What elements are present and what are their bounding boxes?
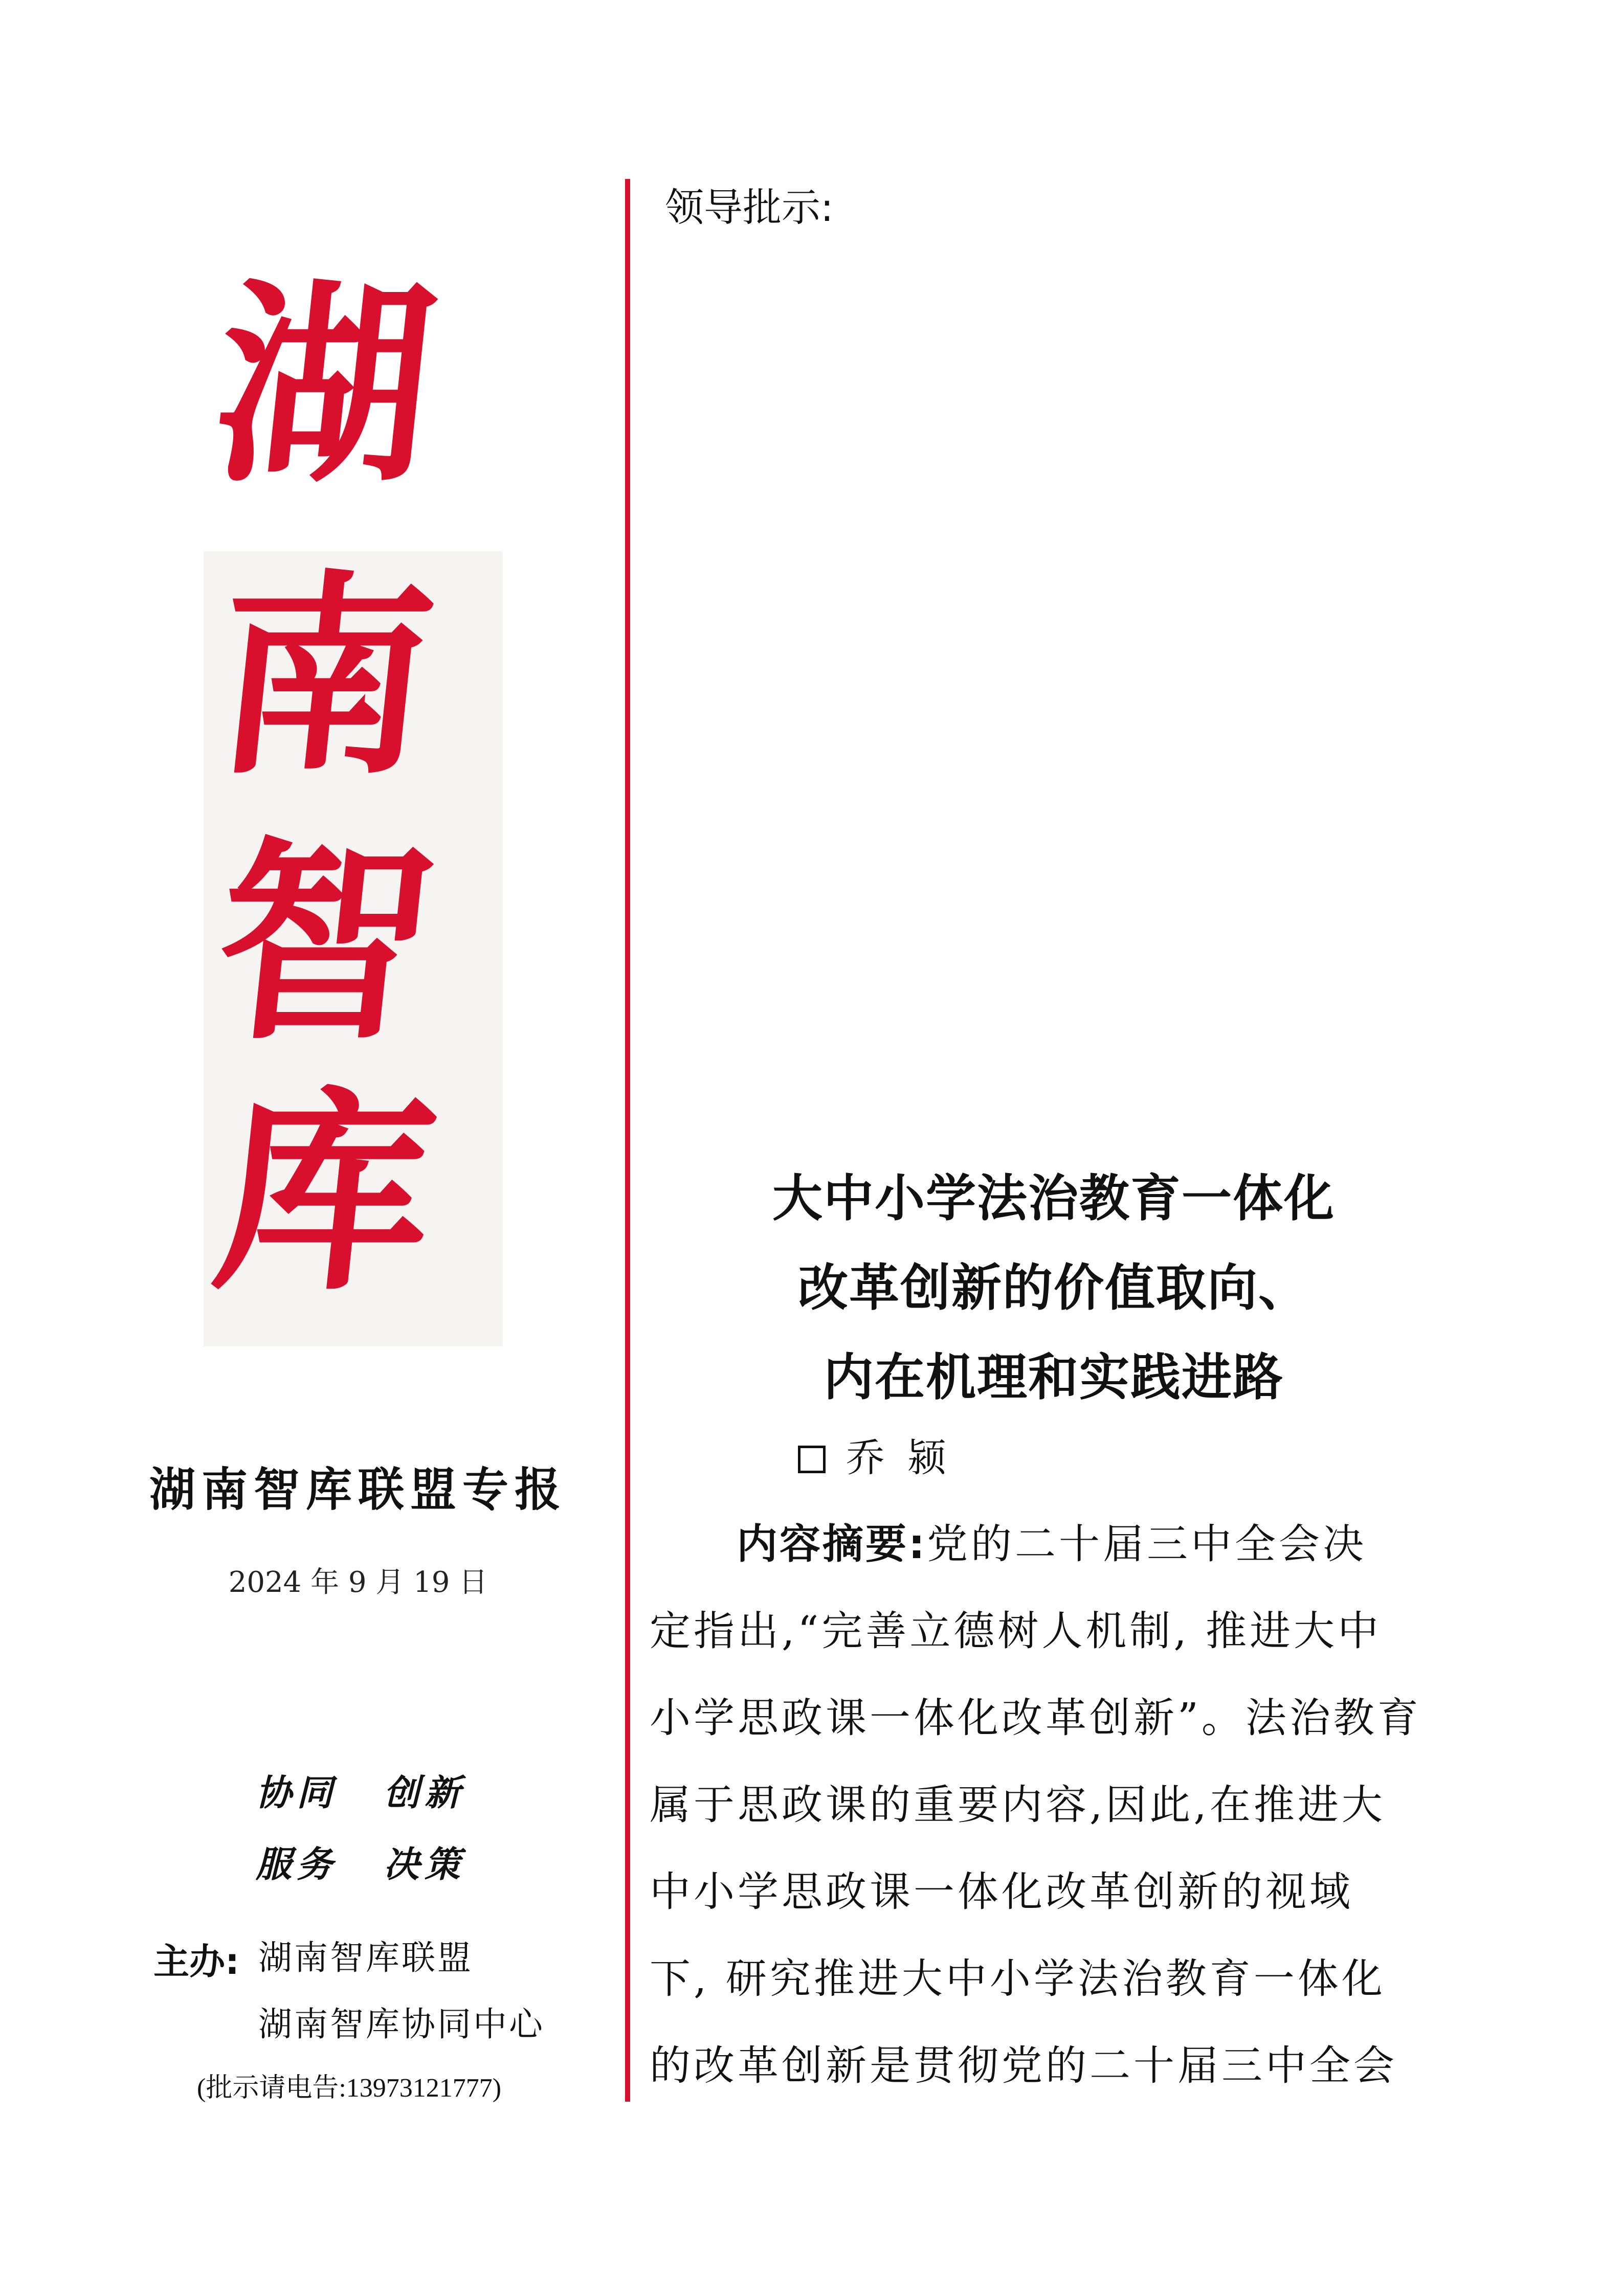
- masthead-calligraphy-char: 库: [204, 1068, 446, 1320]
- motto-word: 创新: [384, 1771, 465, 1814]
- motto-word: 协同: [256, 1771, 338, 1814]
- abstract-line: 属于思政课的重要内容,因此,在推进大: [650, 1781, 1386, 1829]
- motto-line-2: [256, 1836, 465, 1887]
- sponsor-organization: 湖南智库联盟: [258, 1938, 473, 1977]
- masthead-calligraphy-char: 智: [204, 817, 446, 1069]
- sponsor-organization: 湖南智库协同中心: [258, 2005, 545, 2044]
- motto-line-1: [256, 1764, 465, 1816]
- abstract-text: 党的二十届三中全会决: [927, 1520, 1367, 1568]
- abstract-line: 小学思政课一体化改革创新”。法治教育: [650, 1694, 1421, 1742]
- publication-date: 2024 年 9 月 19 日: [228, 1566, 488, 1599]
- sponsor-label: 主办:: [153, 1941, 239, 1983]
- masthead-calligraphy-char: 南: [204, 551, 446, 803]
- abstract-line: [737, 1511, 1481, 1570]
- abstract-label: 内容摘要:: [737, 1520, 927, 1568]
- article-title-line: 改革创新的价值取向、: [797, 1259, 1309, 1317]
- red-vertical-divider: [625, 179, 630, 2102]
- publication-title: 湖南智库联盟专报: [149, 1463, 567, 1517]
- article-title-line: 内在机理和实践进路: [823, 1348, 1284, 1407]
- phone-note: (批示请电告:13973121777): [197, 2074, 502, 2103]
- author-byline: [798, 1427, 951, 1482]
- abstract-line: 定指出,“完善立德树人机制, 推进大中: [650, 1607, 1382, 1655]
- author-name: 乔 颍: [846, 1435, 952, 1480]
- motto-word: 服务: [256, 1843, 338, 1885]
- leader-instructions-label: 领导批示:: [665, 185, 834, 230]
- masthead-calligraphy-char: 湖: [204, 260, 446, 512]
- square-bullet-icon: [798, 1446, 826, 1473]
- motto-word: 决策: [384, 1843, 465, 1885]
- abstract-line: 的改革创新是贯彻党的二十届三中全会: [650, 2042, 1397, 2089]
- article-title-line: 大中小学法治教育一体化: [772, 1169, 1335, 1228]
- abstract-line: 下, 研究推进大中小学法治教育一体化: [650, 1955, 1386, 2002]
- abstract-line: 中小学思政课一体化改革创新的视域: [650, 1868, 1353, 1916]
